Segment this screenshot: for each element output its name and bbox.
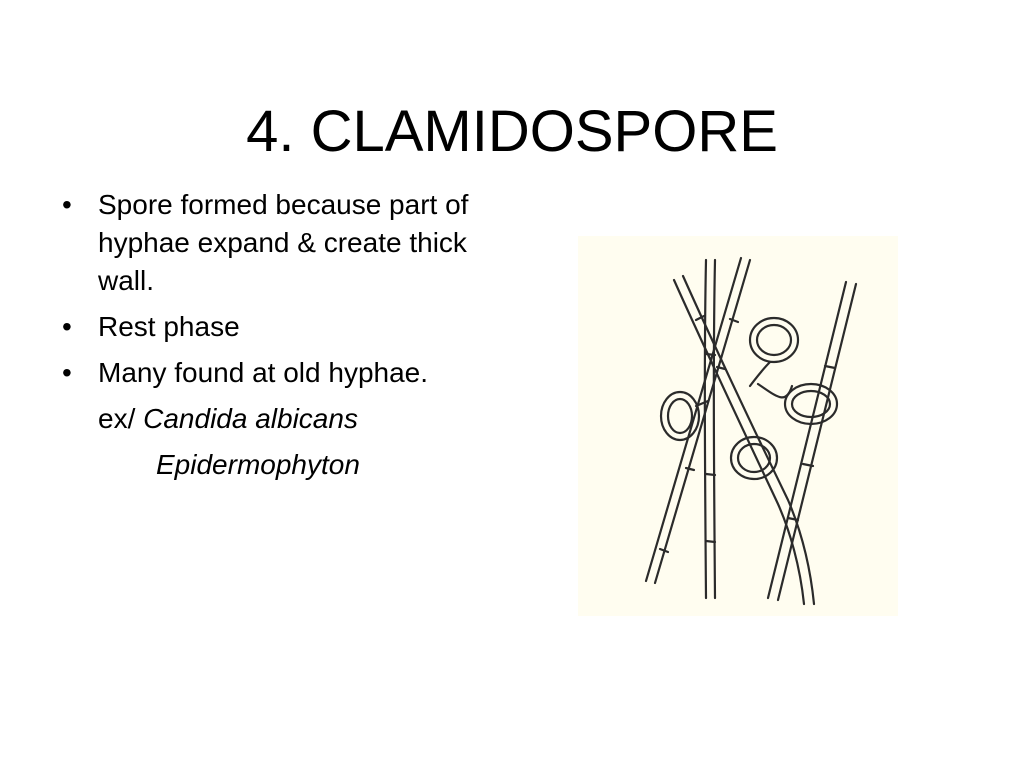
bullet-icon: • <box>62 189 72 220</box>
bullet-text: Many found at old hyphae. <box>98 357 429 388</box>
chlamydospore-illustration <box>578 236 898 616</box>
bullet-text: Spore formed because part of hyphae expand & create thick wall. <box>98 189 469 296</box>
bullet-item <box>58 308 488 346</box>
example-line <box>58 400 488 438</box>
example-species-1: Candida albicans <box>143 403 358 434</box>
bullet-icon: • <box>62 357 72 388</box>
slide-title: 4. CLAMIDOSPORE <box>246 98 778 164</box>
bullet-text: Rest phase <box>98 311 240 342</box>
hypha-line <box>705 260 706 598</box>
septum-line <box>706 541 715 542</box>
septum-line <box>706 474 715 475</box>
bullet-icon: • <box>62 311 72 342</box>
illustration-paper <box>578 236 898 616</box>
example-line <box>58 446 488 484</box>
bullet-item <box>58 186 488 300</box>
hypha-line <box>714 260 715 598</box>
example-prefix: ex/ <box>98 403 136 434</box>
bullet-item <box>58 354 488 392</box>
slide-content <box>58 186 488 484</box>
bullet-list <box>58 186 488 392</box>
example-species-2: Epidermophyton <box>156 449 360 480</box>
